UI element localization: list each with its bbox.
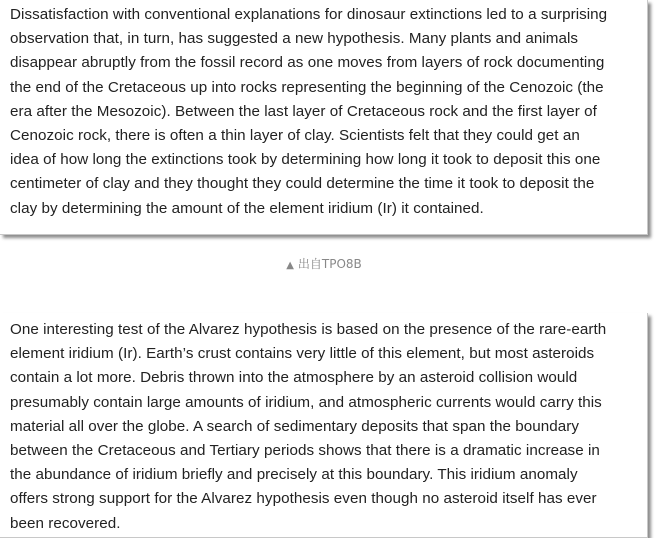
passage-line: contain a lot more. Debris thrown into the atmosphere by an asteroid collision would [10, 369, 578, 387]
passage-excerpt-1 [0, 0, 648, 235]
passage-line: era after the Mesozoic). Between the last layer of Cretaceous rock and the first layer of [10, 102, 597, 120]
passage-line: centimeter of clay and they thought they could determine the time it took to deposit the [10, 175, 595, 193]
passage-line: presumably contain large amounts of iridium, and atmospheric currents would carry this [10, 393, 602, 411]
triangle-up-icon: ▲ [286, 260, 294, 271]
passage-line: the end of the Cretaceous up into rocks representing the beginning of the Cenozoic (the [10, 78, 604, 96]
passage-line: element iridium (Ir). Earth’s crust contains very little of this element, but most asteroids [10, 345, 595, 363]
passage-line: material all over the globe. A search of sedimentary deposits that span the boundary [10, 417, 580, 435]
passage-line: observation that, in turn, has suggested a new hypothesis. Many plants and animals [10, 30, 579, 48]
passage-excerpt-2 [0, 313, 648, 538]
passage-line: Cenozoic rock, there is often a thin layer of clay. Scientists felt that they could get an [10, 127, 580, 145]
passage-line: the abundance of iridium briefly and precisely at this boundary. This iridium anomaly [10, 466, 578, 484]
passage-line: offers strong support for the Alvarez hypothesis even though no asteroid itself has ever [10, 490, 597, 508]
passage-line: Dissatisfaction with conventional explanations for dinosaur extinctions led to a surprising [10, 6, 608, 23]
passage-line: One interesting test of the Alvarez hypothesis is based on the presence of the rare-earth [10, 321, 607, 338]
passage-line: disappear abruptly from the fossil record as one moves from layers of rock documenting [10, 54, 605, 72]
caption-text: 出自TPO8B [297, 257, 362, 271]
passage-line: idea of how long the extinctions took by determining how long it took to deposit this one [10, 151, 601, 169]
passage-line: been recovered. [10, 514, 121, 532]
source-caption [0, 255, 648, 272]
passage-line: between the Cretaceous and Tertiary periods shows that there is a dramatic increase in [10, 442, 600, 460]
passage-line: clay by determining the amount of the element iridium (Ir) it contained. [10, 199, 484, 217]
